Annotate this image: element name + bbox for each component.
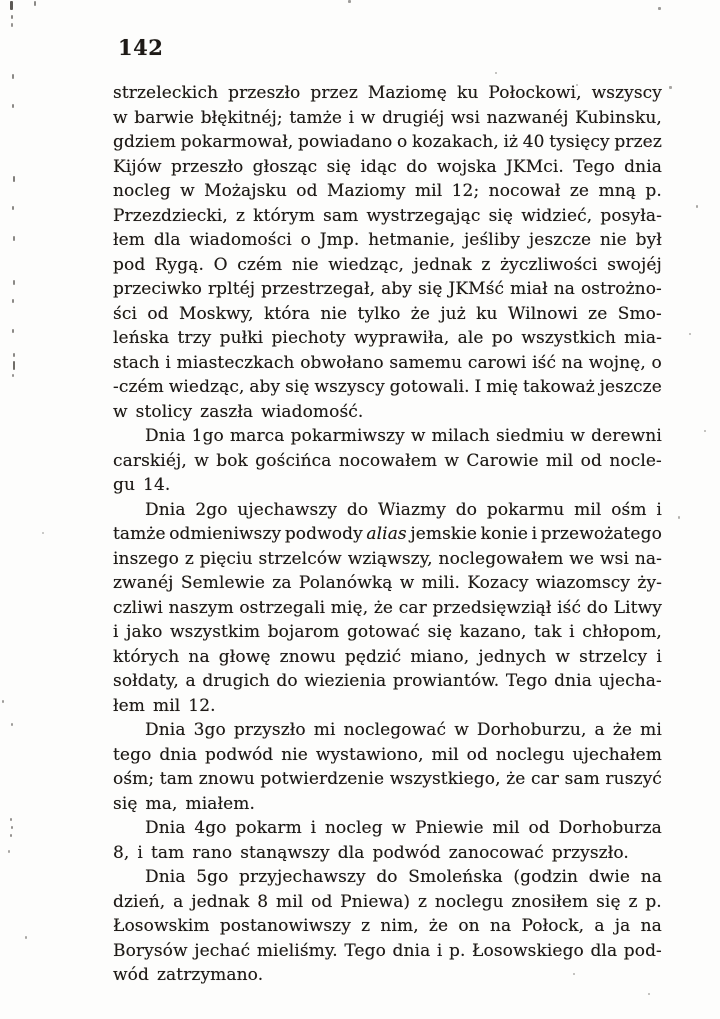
scan-speck bbox=[25, 936, 27, 939]
text-line: ści od Moskwy, która nie tylko że już ku Wilnowi ze Smo- bbox=[113, 303, 662, 324]
scan-speck bbox=[2, 700, 4, 703]
scan-speck bbox=[10, 834, 12, 837]
scan-speck bbox=[11, 23, 13, 27]
scan-speck bbox=[495, 72, 497, 74]
text-line: strzeleckich przeszło przez Maziomę ku Połockowi, wszyscy bbox=[113, 83, 662, 103]
body-text-block bbox=[113, 81, 662, 988]
scan-speck bbox=[10, 1, 13, 10]
scan-speck bbox=[12, 206, 14, 210]
text-line: Dnia 5go przyjechawszy do Smoleńska (godzin dwie na bbox=[145, 867, 662, 887]
scan-speck bbox=[12, 374, 14, 377]
scan-speck bbox=[11, 15, 13, 19]
scan-speck bbox=[11, 826, 13, 829]
text-line: gu 14. bbox=[113, 475, 171, 495]
scan-speck bbox=[658, 7, 661, 10]
scan-speck bbox=[689, 333, 691, 335]
page-number: 142 bbox=[118, 35, 164, 60]
scan-speck bbox=[648, 993, 650, 995]
text-line: leńska trzy pułki piechoty wyprawiła, ale po wszystkich mia- bbox=[113, 328, 662, 348]
text-line: w stolicy zaszła wiadomość. bbox=[113, 401, 364, 422]
scan-speck bbox=[669, 86, 672, 89]
text-line: Dnia 3go przyszło mi noclegować w Dorhoburzu, a że mi bbox=[145, 720, 662, 740]
text-line: łem mil 12. bbox=[113, 695, 216, 716]
scan-speck bbox=[13, 353, 15, 357]
text-line: gdziem pokarmował, powiadano o kozakach, iż 40 tysięcy przez bbox=[113, 132, 662, 152]
scan-speck bbox=[576, 84, 578, 86]
text-line: zwanéj Semlewie za Polanówką w mili. Kozacy wiazomscy ży- bbox=[113, 573, 662, 593]
scan-speck bbox=[704, 430, 706, 432]
scan-speck bbox=[10, 818, 12, 821]
scan-speck bbox=[678, 516, 680, 519]
scan-speck bbox=[12, 299, 14, 303]
text-line: -czém wiedząc, aby się wszyscy gotowali. I mię takoważ jeszcze bbox=[113, 377, 662, 397]
scan-speck bbox=[42, 532, 44, 534]
text-line: Przezdziecki, z którym sam wystrzegając się widzieć, posyła- bbox=[113, 205, 662, 226]
text-line: Dnia 4go pokarm i nocleg w Pniewie mil od Dorhoburza bbox=[145, 818, 662, 838]
text-line: wód zatrzymano. bbox=[113, 965, 264, 985]
scan-speck bbox=[34, 1, 36, 6]
text-line: Dnia 2go ujechawszy do Wiazmy do pokarmu mil ośm i bbox=[145, 499, 662, 520]
text-line: stach i miasteczkach obwołano samemu carowi iść na wojnę, o bbox=[113, 352, 662, 373]
scan-speck bbox=[696, 205, 698, 208]
scan-speck bbox=[8, 850, 10, 853]
text-line: Borysów jechać mieliśmy. Tego dnia i p. Łosowskiego dla pod- bbox=[113, 940, 662, 961]
text-line: Dnia 1go marca pokarmiwszy w milach siedmiu w derewni bbox=[145, 426, 662, 446]
scan-speck bbox=[13, 280, 15, 285]
text-line: przeciwko rpltéj przestrzegał, aby się JKMść miał na ostrożno- bbox=[113, 279, 662, 299]
scan-speck bbox=[13, 236, 15, 241]
text-line: Kijów przeszło głosząc się idąc do wojska JKMci. Tego dnia bbox=[113, 156, 662, 177]
scan-speck bbox=[13, 361, 15, 370]
text-line: nocleg w Możajsku od Maziomy mil 12; nocował ze mną p. bbox=[113, 181, 662, 201]
text-line: łem dla wiadomości o Jmp. hetmanie, jeśliby jeszcze nie był bbox=[113, 230, 662, 250]
scan-speck bbox=[12, 329, 14, 333]
text-line: dzień, a jednak 8 mil od Pniewa) z noclegu znosiłem się z p. bbox=[113, 891, 662, 912]
text-line: się ma, miałem. bbox=[113, 793, 255, 814]
text-line: carskiéj, w bok gościńca nocowałem w Carowie mil od nocle- bbox=[113, 450, 662, 471]
text-line: sołdaty, a drugich do wiezienia prowiantów. Tego dnia ujecha- bbox=[113, 671, 662, 691]
scan-speck bbox=[13, 176, 15, 182]
text-line: inszego z pięciu strzelców wziąwszy, noclegowałem we wsi na- bbox=[113, 548, 662, 569]
scan-speck bbox=[12, 104, 14, 108]
scan-speck bbox=[348, 0, 351, 3]
scan-speck bbox=[12, 74, 14, 79]
text-line: i jako wszystkim bojarom gotować się kazano, tak i chłopom, bbox=[113, 622, 662, 642]
text-line: tamże odmieniwszy podwody alias jemskie konie i przewożatego bbox=[113, 524, 662, 544]
scan-speck bbox=[573, 973, 575, 975]
text-line: Łosowskim postanowiwszy z nim, że on na Połock, a ja na bbox=[113, 916, 662, 936]
scan-speck bbox=[550, 872, 552, 874]
text-line: ośm; tam znowu potwierdzenie wszystkiego, że car sam ruszyć bbox=[113, 769, 662, 789]
text-line: tego dnia podwód nie wystawiono, mil od noclegu ujechałem bbox=[113, 744, 662, 765]
text-line: czliwi naszym ostrzegali mię, że car przedsięwziął iść do Litwy bbox=[113, 597, 662, 618]
text-line: w barwie błękitnéj; tamże i w drugiéj wsi nazwanéj Kubinsku, bbox=[113, 107, 662, 128]
text-line: pod Rygą. O czém nie wiedząc, jednak z życzliwości swojéj bbox=[113, 254, 662, 275]
text-line: 8, i tam rano stanąwszy dla podwód zanocować przyszło. bbox=[113, 842, 629, 863]
scan-speck bbox=[11, 723, 13, 726]
text-line: których na głowę znowu pędzić miano, jednych w strzelcy i bbox=[113, 646, 662, 667]
